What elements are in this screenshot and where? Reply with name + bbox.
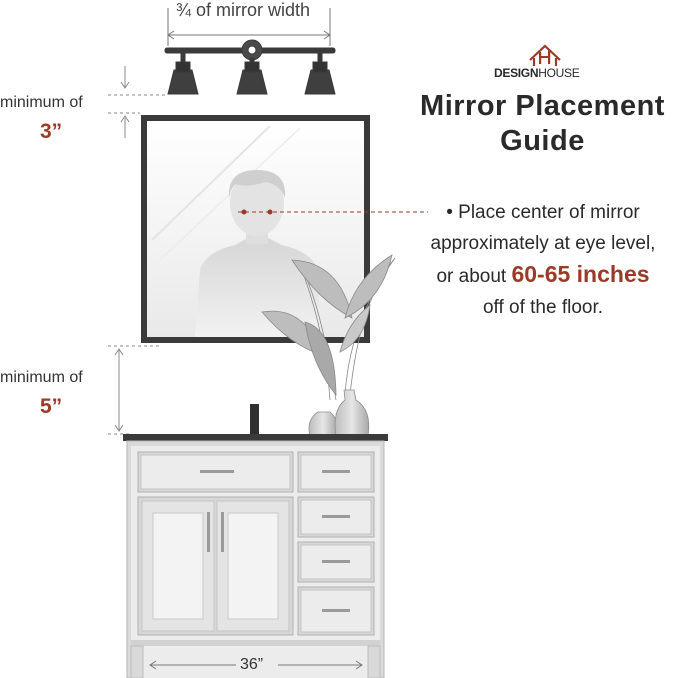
brand-logo [494, 66, 579, 80]
width-text: of mirror width [191, 0, 311, 20]
note-line-2: approximately at eye level, [430, 233, 656, 254]
note-line-1: • Place center of mirror [446, 202, 640, 223]
title-line-2: Guide [500, 125, 585, 157]
eye-height-value: 60-65 inches [511, 261, 650, 287]
brand-logo-light: HOUSE [538, 66, 580, 80]
vase-icon [309, 390, 369, 436]
note-line-3-prefix: or about [436, 266, 512, 287]
bottom-gap-prefix: minimum of [0, 369, 83, 386]
mirror-icon [141, 115, 428, 343]
top-width-label [176, 0, 310, 21]
top-gap-prefix: minimum of [0, 94, 83, 111]
logo-mark-letters [539, 50, 550, 64]
note-line-4: off of the floor. [482, 297, 604, 318]
vanity-cabinet-icon [123, 434, 388, 678]
faucet-icon [250, 404, 259, 436]
brand-logo-bold: DESIGN [494, 66, 539, 80]
vanity-width-label: 36” [240, 656, 264, 673]
fraction-text: ¾ [176, 0, 192, 20]
eye-level-note [405, 197, 679, 323]
bottom-gap-measure [108, 346, 160, 434]
title-line-1: Mirror Placement [420, 90, 665, 122]
note-line-3 [405, 259, 679, 292]
bottom-gap-value: 5” [40, 395, 63, 418]
page-title [405, 90, 679, 158]
top-gap-value: 3” [40, 120, 63, 143]
vanity-light-icon [165, 40, 335, 94]
